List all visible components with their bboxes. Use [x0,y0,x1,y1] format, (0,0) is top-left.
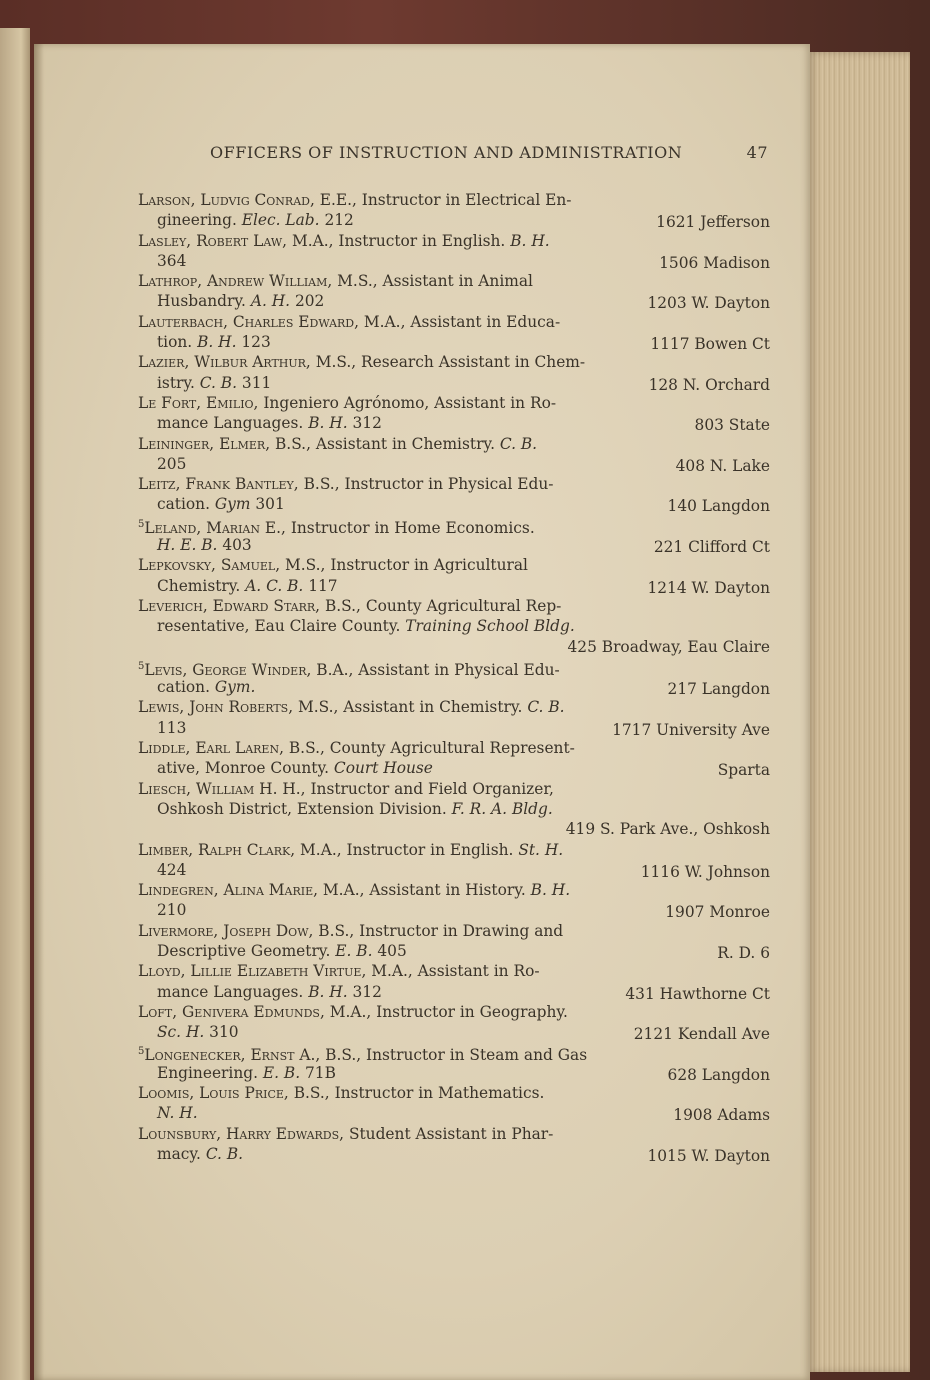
entry-line-1 [138,840,770,860]
entry-building: Elec. Lab. [241,211,320,230]
entry-name: Lathrop, Andrew William, [138,272,333,291]
entry-description-cont: resentative, Eau Claire County. [157,617,406,636]
entry-description: M.A., Instructor in English. [287,231,511,250]
footnote-mark: 5 [138,1046,145,1058]
page-gutter-shadow [34,44,44,1380]
entry-description-cont: Engineering. [157,1063,263,1082]
entry-line-2 [138,1144,770,1164]
entry-description-cont: mance Languages. [157,414,309,433]
entry-description-cont: gineering. [157,211,242,230]
facing-page-edge [0,28,30,1380]
directory-entry [138,352,770,393]
entry-building: A. H. [250,292,291,311]
entry-description: Instructor and Field Organizer, [305,779,554,798]
entry-description: M.S., Research Assistant in Chem- [310,353,586,372]
entry-description-cont: 424 [157,860,187,879]
directory-entry [138,961,770,1002]
entry-address: 128 N. Orchard [648,375,770,394]
entry-description: M.A., Assistant in History. [318,881,531,900]
entry-name: Liesch, William H. H., [138,779,306,798]
entry-name: Limber, Ralph Clark, [138,840,296,859]
entry-line-2 [138,291,770,311]
entry-line-1 [138,352,770,372]
entry-line-2 [138,616,770,636]
entry-line-2 [138,799,770,819]
entry-line-1 [138,231,770,251]
entry-address: 408 N. Lake [675,456,770,475]
entry-line-2 [138,1103,770,1123]
directory-entry [138,1124,770,1165]
entry-room: 202 [290,292,325,311]
entry-description-cont: Oshkosh District, Extension Division. [157,799,452,818]
entry-name: Loomis, Louis Price, [138,1084,289,1103]
entry-room: 123 [236,333,271,352]
entry-line-1 [138,657,770,677]
entry-line-1 [138,555,770,575]
entry-description-cont: tion. [157,333,198,352]
entry-name: Lazier, Wilbur Arthur, [138,353,311,372]
entry-address: 425 Broadway, Eau Claire [567,637,770,656]
entry-building: C. B. [499,434,538,453]
entry-address: 1506 Madison [659,253,770,272]
entry-address: 1116 W. Johnson [640,862,770,881]
directory-entry [138,393,770,434]
entry-line-1 [138,393,770,413]
footnote-mark: 5 [138,660,145,672]
entry-room: 117 [303,576,338,595]
entry-line-3 [138,819,770,839]
entry-line-2 [138,718,770,738]
running-header [210,140,770,166]
entry-building: C. B. [205,1144,244,1163]
entry-building: N. H. [157,1104,198,1123]
entry-description-cont: ative, Monroe County. [157,759,334,778]
entry-building: B. H. [530,881,571,900]
entry-description: Ingeniero Agrónomo, Assistant in Ro- [258,393,557,412]
entry-building: Sc. H. [157,1023,205,1042]
entry-building: A. C. B. [245,576,304,595]
entry-name: Lloyd, Lillie Elizabeth Virtue, [138,962,367,981]
entry-building: B. H. [510,231,550,250]
directory-entry [138,190,770,231]
entry-line-1 [138,434,770,454]
directory-entry [138,231,770,272]
entry-line-2 [138,982,770,1002]
entry-line-1 [138,1042,770,1065]
entry-room: 301 [250,495,285,514]
directory-entry [138,1042,770,1083]
entry-description: E.E., Instructor in Electrical En- [314,191,572,209]
entry-building: Training School Bldg. [405,617,575,636]
entry-name: Lindegren, Alina Marie, [138,881,319,900]
entry-name: Lounsbury, Harry Edwards, [138,1124,345,1143]
entry-building: H. E. B. [157,536,218,555]
directory-entry [138,271,770,312]
entry-line-2 [138,210,770,230]
entry-name: Liddle, Earl Laren, [138,739,284,758]
entry-name: Leininger, Elmer, [138,434,271,453]
entry-building: Court House [333,759,433,778]
entry-room: 71B [300,1063,336,1082]
entry-description-cont: 210 [157,901,187,920]
entry-name: Livermore, Joseph Dow, [138,921,314,940]
entry-description-cont: 205 [157,454,187,473]
entry-room: 312 [347,982,382,1001]
entry-room: 312 [347,414,382,433]
entry-address: 221 Clifford Ct [653,538,770,557]
entry-address: 628 Langdon [667,1065,770,1084]
entry-name: Leverich, Edward Starr, [138,596,321,615]
entry-description: B.S., Instructor in Drawing and [313,921,564,940]
entry-line-1 [138,961,770,981]
page-block-edges [806,52,910,1372]
directory-listing [138,190,770,1164]
entry-line-1 [138,880,770,900]
entry-line-1 [138,596,770,616]
entry-description: M.A., Instructor in Geography. [324,1002,568,1021]
entry-name: Levis, George Winder, [144,660,312,679]
entry-address: 803 State [694,416,770,435]
directory-entry [138,840,770,881]
entry-line-2 [138,373,770,393]
page-number: 47 [746,143,768,162]
directory-entry [138,779,770,840]
entry-name: Le Fort, Emilio, [138,393,259,412]
entry-name: Lewis, John Roberts, [138,698,294,717]
entry-name: Leland, Marian [144,518,261,537]
entry-building: F. R. A. Bldg. [451,799,553,818]
entry-description: M.S., Assistant in Chemistry. [293,698,528,717]
entry-description-cont: Descriptive Geometry. [157,941,336,960]
entry-line-2 [138,941,770,961]
entry-room: 310 [204,1023,239,1042]
entry-line-2 [138,1022,770,1042]
entry-name: Leitz, Frank Bantley, [138,475,299,494]
entry-description: Student Assistant in Phar- [344,1124,554,1143]
entry-address: 1908 Adams [673,1106,770,1125]
entry-name: Longenecker, Ernst [144,1046,295,1065]
directory-entry [138,312,770,353]
entry-building: E. B. [262,1063,301,1082]
directory-entry [138,880,770,921]
entry-building: E. B. [335,941,373,960]
entry-line-2 [138,535,770,555]
entry-building: Gym. [214,678,256,697]
entry-line-1 [138,697,770,717]
entry-address: 1117 Bowen Ct [650,335,770,354]
directory-entry [138,738,770,779]
entry-building: St. H. [518,840,564,859]
entry-description: B.S., Instructor in Physical Edu- [298,475,554,494]
entry-line-2 [138,332,770,352]
entry-address: 2121 Kendall Ave [633,1025,770,1044]
entry-line-2 [138,900,770,920]
entry-name: Larson, Ludvig Conrad, [138,191,315,209]
entry-room: 405 [372,941,407,960]
entry-address: R. D. 6 [717,943,770,962]
entry-line-2 [138,251,770,271]
entry-description: B.A., Assistant in Physical Edu- [311,660,560,679]
entry-line-1 [138,271,770,291]
directory-entry [138,555,770,596]
entry-name: Loft, Genivera Edmunds, [138,1002,325,1021]
entry-description: A., B.S., Instructor in Steam and Gas [294,1046,588,1065]
entry-description: B.S., Assistant in Chemistry. [270,434,500,453]
entry-address: 431 Hawthorne Ct [625,984,770,1003]
entry-address: 1621 Jefferson [656,213,770,232]
entry-line-2 [138,1063,770,1083]
entry-description: B.S., County Agricultural Represent- [283,739,575,758]
entry-description: M.S., Instructor in Agricultural [280,556,528,575]
directory-entry [138,474,770,515]
directory-entry [138,434,770,475]
entry-description-cont: cation. [157,495,215,514]
entry-address: 1717 University Ave [612,720,770,739]
entry-description: M.A., Assistant in Educa- [359,312,561,331]
entry-building: B. H. [308,982,348,1001]
entry-line-2 [138,454,770,474]
entry-description: E., Instructor in Home Economics. [260,518,535,537]
entry-address: 217 Langdon [667,680,770,699]
entry-description-cont: macy. [157,1144,206,1163]
entry-line-2 [138,413,770,433]
header-title: OFFICERS OF INSTRUCTION AND ADMINISTRATION [210,143,683,162]
entry-room: 212 [319,211,354,230]
entry-line-3 [138,637,770,657]
entry-description-cont: cation. [157,678,215,697]
entry-line-1 [138,921,770,941]
entry-description: B.S., County Agricultural Rep- [320,596,562,615]
entry-building: C. B. [199,373,238,392]
entry-description: M.A., Instructor in English. [295,840,519,859]
entry-room: 311 [237,373,272,392]
entry-address: 140 Langdon [667,497,770,516]
entry-description: M.A., Assistant in Ro- [366,962,540,981]
directory-entry [138,657,770,698]
entry-description: B.S., Instructor in Mathematics. [288,1084,545,1103]
entry-name: Lasley, Robert Law, [138,231,288,250]
entry-description-cont: 364 [157,251,187,270]
entry-line-1 [138,779,770,799]
entry-line-2 [138,860,770,880]
entry-description-cont: mance Languages. [157,982,309,1001]
entry-address: 419 S. Park Ave., Oshkosh [565,820,770,839]
entry-line-1 [138,738,770,758]
directory-entry [138,515,770,556]
entry-line-2 [138,576,770,596]
directory-entry [138,596,770,657]
entry-description-cont: istry. [157,373,200,392]
entry-line-1 [138,474,770,494]
entry-line-1 [138,1083,770,1103]
directory-entry [138,1083,770,1124]
entry-name: Lepkovsky, Samuel, [138,556,281,575]
directory-entry [138,921,770,962]
entry-address: 1203 W. Dayton [647,294,770,313]
entry-line-1 [138,1002,770,1022]
entry-line-1 [138,312,770,332]
entry-line-1 [138,190,770,210]
entry-description-cont: Chemistry. [157,576,246,595]
entry-description-cont: 113 [157,718,187,737]
entry-building: B. H. [197,333,237,352]
entry-building: B. H. [308,414,348,433]
directory-entry [138,697,770,738]
entry-line-1 [138,1124,770,1144]
entry-room: 403 [217,536,252,555]
entry-address: 1015 W. Dayton [647,1146,770,1165]
footnote-mark: 5 [138,518,145,530]
entry-address: Sparta [717,761,770,780]
entry-line-1 [138,515,770,535]
entry-line-2 [138,494,770,514]
entry-address: 1907 Monroe [665,903,770,922]
entry-description-cont: Husbandry. [157,292,251,311]
entry-address: 1214 W. Dayton [647,578,770,597]
entry-building: Gym [214,495,251,514]
entry-line-2 [138,677,770,697]
entry-name: Lauterbach, Charles Edward, [138,312,360,331]
directory-entry [138,1002,770,1043]
entry-description: M.S., Assistant in Animal [332,272,533,291]
entry-building: C. B. [527,698,565,717]
entry-line-2 [138,758,770,778]
